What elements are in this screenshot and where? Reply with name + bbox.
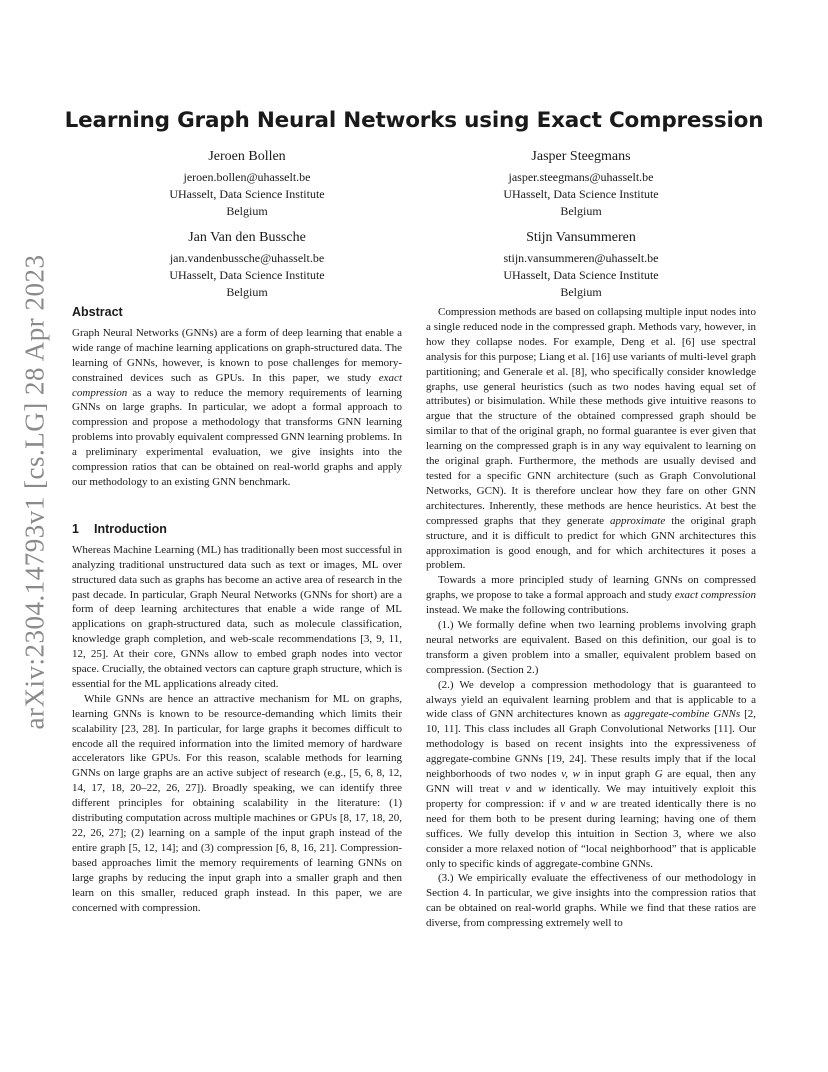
author-email: jasper.steegmans@uhasselt.be (508, 170, 654, 184)
author-block (431, 229, 731, 301)
author-country: Belgium (226, 285, 268, 299)
section-title: Introduction (94, 521, 167, 536)
author-country: Belgium (560, 204, 602, 218)
author-name: Jan Van den Bussche (188, 230, 306, 245)
author-name: Stijn Vansummeren (526, 230, 636, 245)
section-number: 1 (72, 521, 79, 536)
paragraph: (3.) We empirically evaluate the effectiveness of our methodology in Section 4. In particular, we give insights into the compression ratios that can be obtained on real-world graphs. While we find that these ratios are diverse, from compressing extremely well to (426, 872, 756, 930)
author-name: Jasper Steegmans (531, 149, 631, 164)
author-email: jeroen.bollen@uhasselt.be (183, 170, 311, 184)
author-name: Jeroen Bollen (208, 149, 286, 164)
author-country: Belgium (226, 204, 268, 218)
author-block (97, 229, 397, 301)
arxiv-identifier: arXiv:2304.14793v1 [cs.LG] 28 Apr 2023 (19, 254, 50, 730)
author-country: Belgium (560, 285, 602, 299)
arxiv-sidebar (10, 254, 60, 730)
author-affiliation: UHasselt, Data Science Institute (169, 187, 325, 201)
abstract-heading: Abstract (72, 305, 123, 319)
paper-title: Learning Graph Neural Networks using Exact Compression (64, 108, 764, 133)
author-block (431, 148, 731, 220)
author-affiliation: UHasselt, Data Science Institute (503, 268, 659, 282)
paragraph: (2.) We develop a compression methodology that is guaranteed to always yield an equivalent learning problem and that is applicable to a wide class of GNN architectures known as aggregate-combine GNNs [2, 10, 11]. This class includes all Graph Convolutional Networks [11]. Our methodology is based on recent insights into the expressiveness of aggregate-combine GNNs [19, 24]. These results imply that if the local neighborhoods of two nodes v, w in input graph G are equal, then any GNN will treat v and w identically. We may intuitively exploit this property for compression: if v and w are treated identically there is no need for them both to be present during learning; having one of them suffices. We fully develop this intuition in Section 3, where we also consider a more relaxed notion of “local neighborhood” that is applicable only to specific kinds of aggregate-combine GNNs. (426, 678, 757, 870)
paragraph: (1.) We formally define when two learning problems involving graph neural networks are equivalent. Based on this definition, our goal is to transform a given problem into a smaller, equivalent problem based on compression. (Section 2.) (426, 619, 756, 676)
author-block (97, 148, 397, 220)
paragraph: Towards a more principled study of learning GNNs on compressed graphs, we propose to take a formal approach and study exact compression instead. We make the following contributions. (426, 574, 756, 617)
section-heading (72, 522, 402, 537)
author-affiliation: UHasselt, Data Science Institute (503, 187, 659, 201)
left-column (72, 305, 402, 915)
author-email: jan.vandenbussche@uhasselt.be (169, 251, 325, 265)
author-email: stijn.vansummeren@uhasselt.be (503, 251, 659, 265)
paragraph: Compression methods are based on collapsing multiple input nodes into a single reduced node in the compressed graph. Methods vary, however, in how they collapse nodes. For example, Deng et al. [6] use spectral analysis for this purpose; Liang et al. [16] use variants of multi-level graph partitioning; and Generale et al. [8], who specifically consider knowledge graphs, use general heuristics (such as two nodes having equal set of attributes) or bisimulation. While these methods give intuitive reasons to argue that the structure of the obtained compressed graph should be similar to that of the original graph, no formal guarantee is ever given that learning on the compressed graph is in any way equivalent to learning on the original graph. Furthermore, the methods are usually devised and tested for a specific GNN architecture (such as Graph Convolutional Networks, GCN). It is therefore unclear how they fare on other GNN architectures. Inherently, these methods are hence heuristics. At best the compressed graphs that they generate approximate the original graph structure, and it is difficult to predict for which GNN architectures this approximation is good enough, and for which architectures it poses a problem. (426, 306, 757, 572)
paragraph: While GNNs are hence an attractive mechanism for ML on graphs, learning GNNs is known to be resource-demanding which limits their scalability [23, 28]. In particular, for large graphs it becomes difficult to encode all the required information into the limited memory of hardware accelerators like GPUs. For this reason, scalable methods for learning GNNs on large graphs are an active subject of research (e.g., [5, 6, 8, 12, 14, 17, 18, 20–22, 26, 27]). Broadly speaking, we can identify three different principles for obtaining scalability in the literature: (1) distributing computation across multiple machines or GPUs [8, 17, 18, 20, 22, 26, 27]; (2) learning on a sample of the input graph instead of the entire graph [5, 12, 14]; and (3) compression [6, 8, 16, 21]. Compression-based approaches limit the memory requirements of learning GNNs on large graphs by reducing the input graph into a smaller graph and then learn on this smaller, reduced graph instead. In this paper, we are concerned with compression. (72, 692, 402, 914)
paragraph: Whereas Machine Learning (ML) has traditionally been most successful in analyzing traditional unstructured data such as text or images, ML over structured data such as graphs has become an active area of research in the past decade. In particular, Graph Neural Networks (GNNs for short) are a form of deep learning architectures that enable a wide range of ML applications on graph-structured data, such as molecule classification, knowledge graph completion, and web-scale recommendations [3, 9, 11, 12, 25]. At their core, GNNs allow to embed graph nodes into vector space. Crucially, the obtained vectors can capture graph structure, which is essential for the ML applications already cited. (72, 543, 402, 690)
author-affiliation: UHasselt, Data Science Institute (169, 268, 325, 282)
right-column (426, 305, 756, 931)
abstract-text: Graph Neural Networks (GNNs) are a form of deep learning that enable a wide range of machine learning applications on graph-structured data. The learning of GNNs, however, is known to pose challenges for memory-constrained devices such as GPUs. In this paper, we study exact compression as a way to reduce the memory requirements of learning GNNs on large graphs. In particular, we adopt a formal approach to compression and propose a methodology that transforms GNN learning problems into provably equivalent compressed GNN learning problems. In a preliminary experimental evaluation, we give insights into the compression ratios that can be obtained on real-world graphs and apply our methodology to an existing GNN benchmark. (72, 326, 402, 488)
